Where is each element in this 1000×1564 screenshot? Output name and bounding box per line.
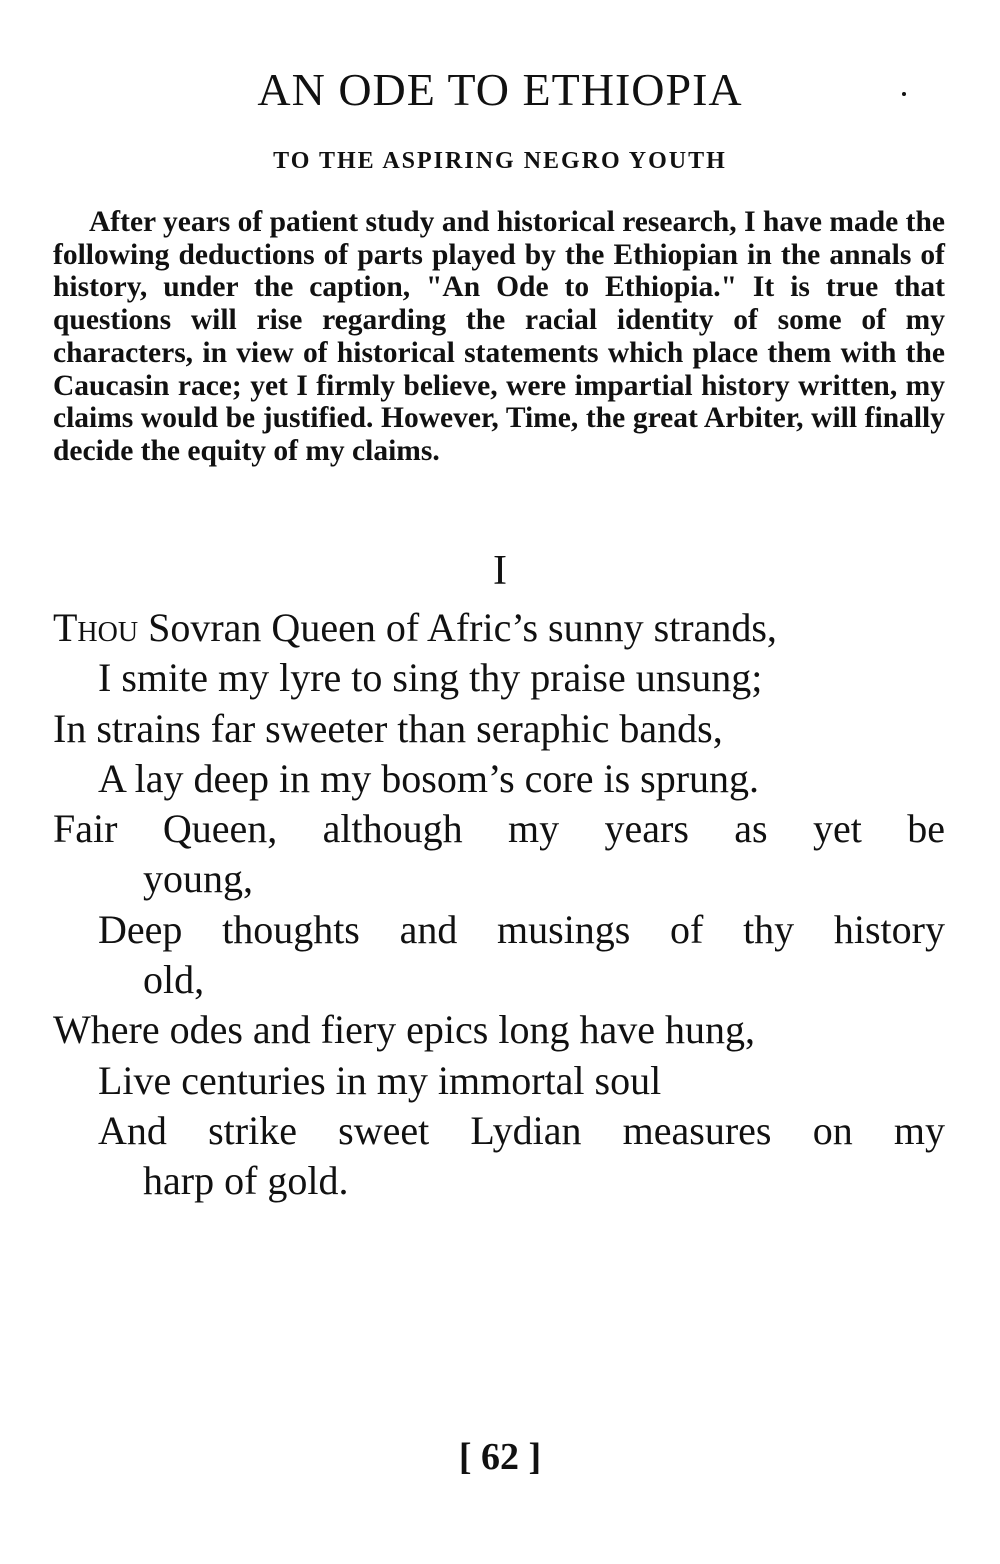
- poem-line-text: Sovran Queen of Afric’s sunny strands,: [138, 605, 777, 650]
- dedication-subtitle: TO THE ASPIRING NEGRO YOUTH: [273, 148, 727, 174]
- poem-line: Fair Queen, although my years as yet be: [53, 806, 945, 852]
- print-speck: [902, 92, 906, 96]
- poem-line: [53, 603, 945, 653]
- poem-line-continuation: old,: [143, 957, 205, 1003]
- poem-line: And strike sweet Lydian measures on my: [98, 1107, 945, 1153]
- page-title: AN ODE TO ETHIOPIA: [257, 64, 743, 115]
- poem-line-continuation: harp of gold.: [143, 1158, 349, 1204]
- intro-paragraph: After years of patient study and historical research, I have made the following deductions of parts played by the Ethiopian in the annals of history, under the caption, "An Ode to Ethiopia." It is true that questions will rise regarding the racial identity of some of my characters, in view of historical statements which place them with the Caucasin race; yet I firmly believe, were impartial history written, my claims would be justified. However, Time, the great Arbiter, will finally decide the equity of my claims.: [53, 206, 945, 467]
- poem-line: A lay deep in my bosom’s core is sprung.: [98, 755, 760, 801]
- poem-line: Live centuries in my immortal soul: [98, 1057, 662, 1103]
- poem-line: In strains far sweeter than seraphic bands,: [53, 705, 723, 751]
- poem-line-continuation: young,: [143, 856, 253, 902]
- poem-line: Where odes and fiery epics long have hung,: [53, 1007, 755, 1053]
- poem-stanza: [53, 603, 945, 1207]
- poem-line: Deep thoughts and musings of thy history: [98, 906, 945, 952]
- poem-line: I smite my lyre to sing thy praise unsung;: [98, 655, 763, 701]
- section-numeral: I: [493, 548, 507, 594]
- page-number: [ 62 ]: [458, 1436, 542, 1478]
- poem-first-word: Thou: [53, 605, 139, 650]
